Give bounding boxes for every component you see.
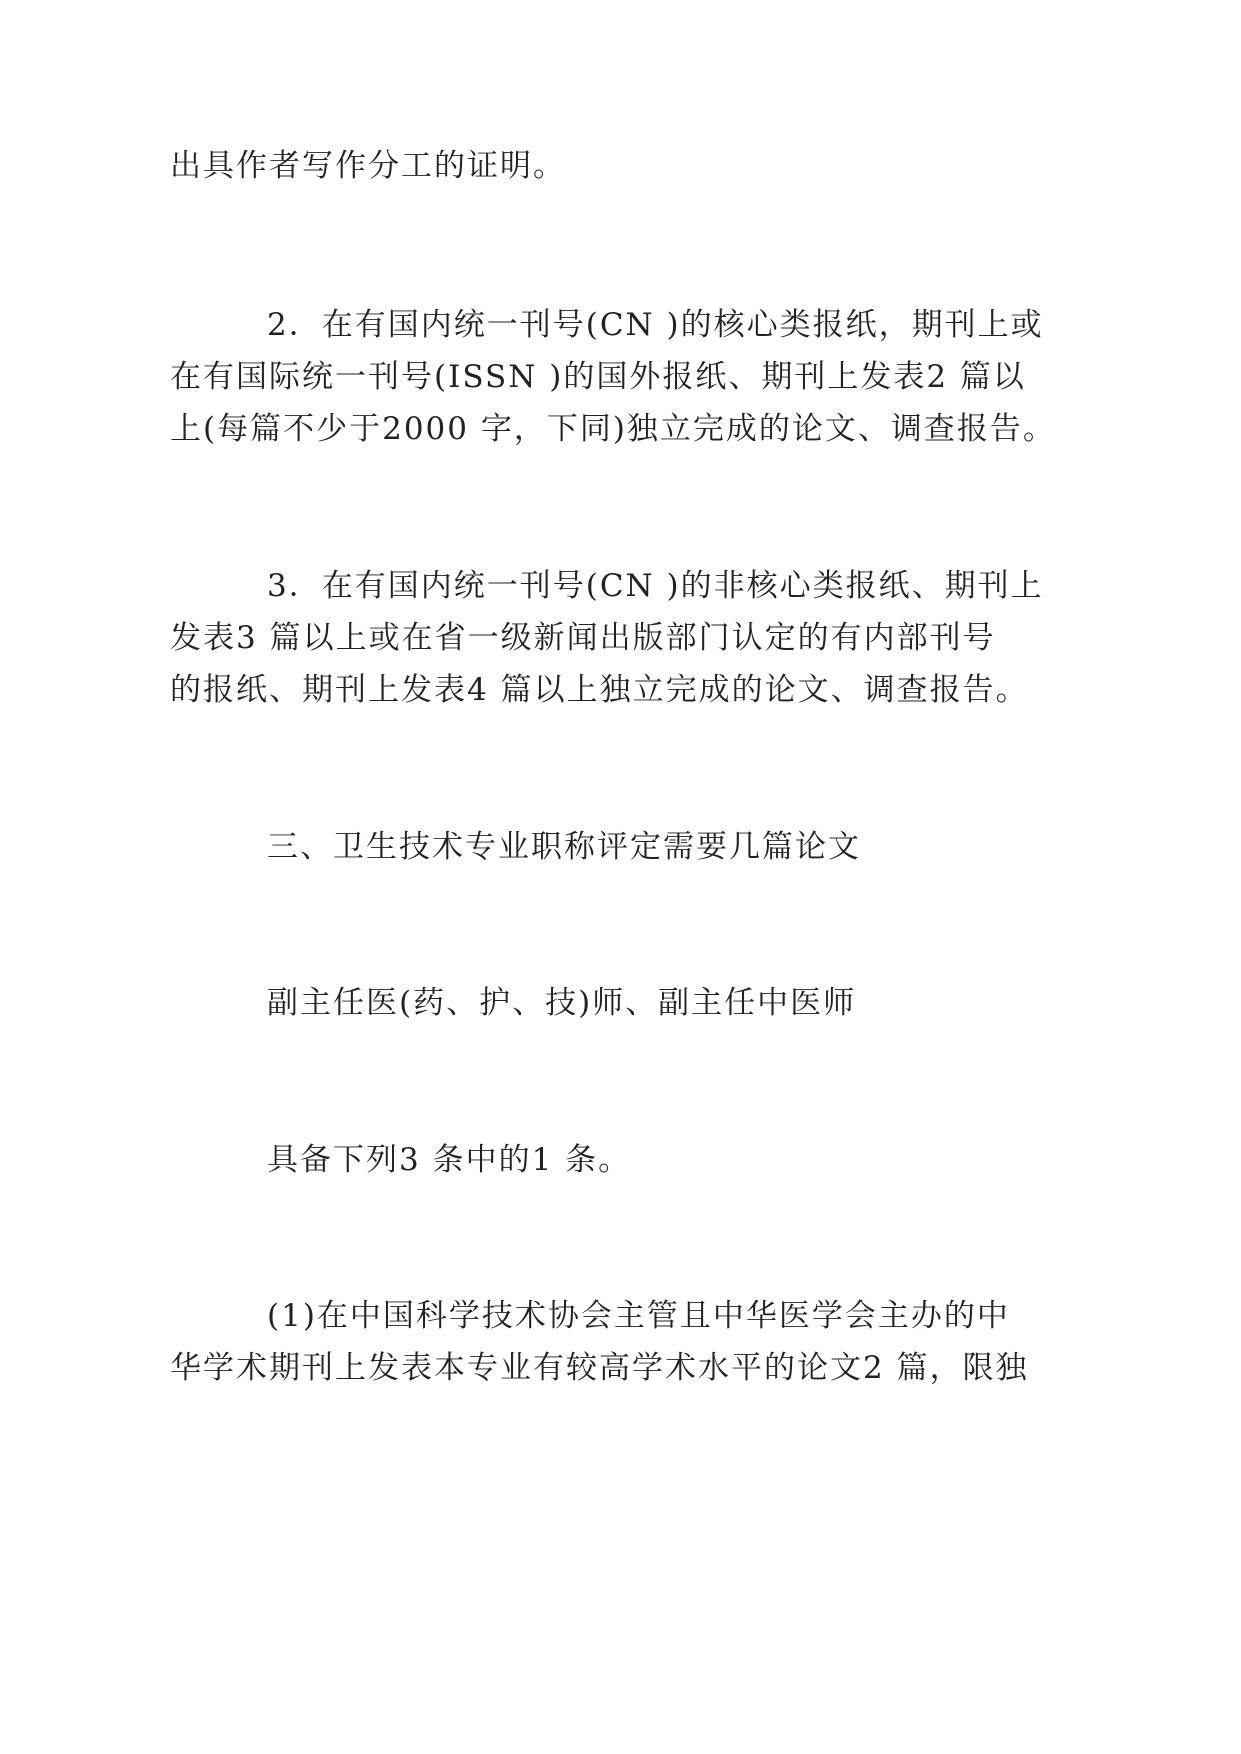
paragraph-line: 2．在有国内统一刊号(CN )的核心类报纸，期刊上或 (267, 307, 1044, 343)
paragraph-line: 出具作者写作分工的证明。 (170, 148, 566, 184)
paragraph-line: 的报纸、期刊上发表4 篇以上独立完成的论文、调查报告。 (170, 672, 1029, 708)
paragraph-line: 华学术期刊上发表本专业有较高学术水平的论文2 篇，限独 (170, 1350, 1029, 1386)
paragraph-line: 上(每篇不少于2000 字，下同)独立完成的论文、调查报告。 (170, 411, 1056, 447)
paragraph-line: 在有国际统一刊号(ISSN )的国外报纸、期刊上发表2 篇以 (170, 359, 1026, 395)
paragraph-line: 副主任医(药、护、技)师、副主任中医师 (267, 985, 857, 1021)
paragraph-line: (1)在中国科学技术协会主管且中华医学会主办的中 (267, 1298, 1010, 1334)
paragraph-line: 具备下列3 条中的1 条。 (267, 1142, 632, 1178)
paragraph-line: 发表3 篇以上或在省一级新闻出版部门认定的有内部刊号 (170, 620, 996, 656)
paragraph-line: 3．在有国内统一刊号(CN )的非核心类报纸、期刊上 (267, 568, 1044, 604)
section-heading: 三、卫生技术专业职称评定需要几篇论文 (267, 829, 861, 865)
